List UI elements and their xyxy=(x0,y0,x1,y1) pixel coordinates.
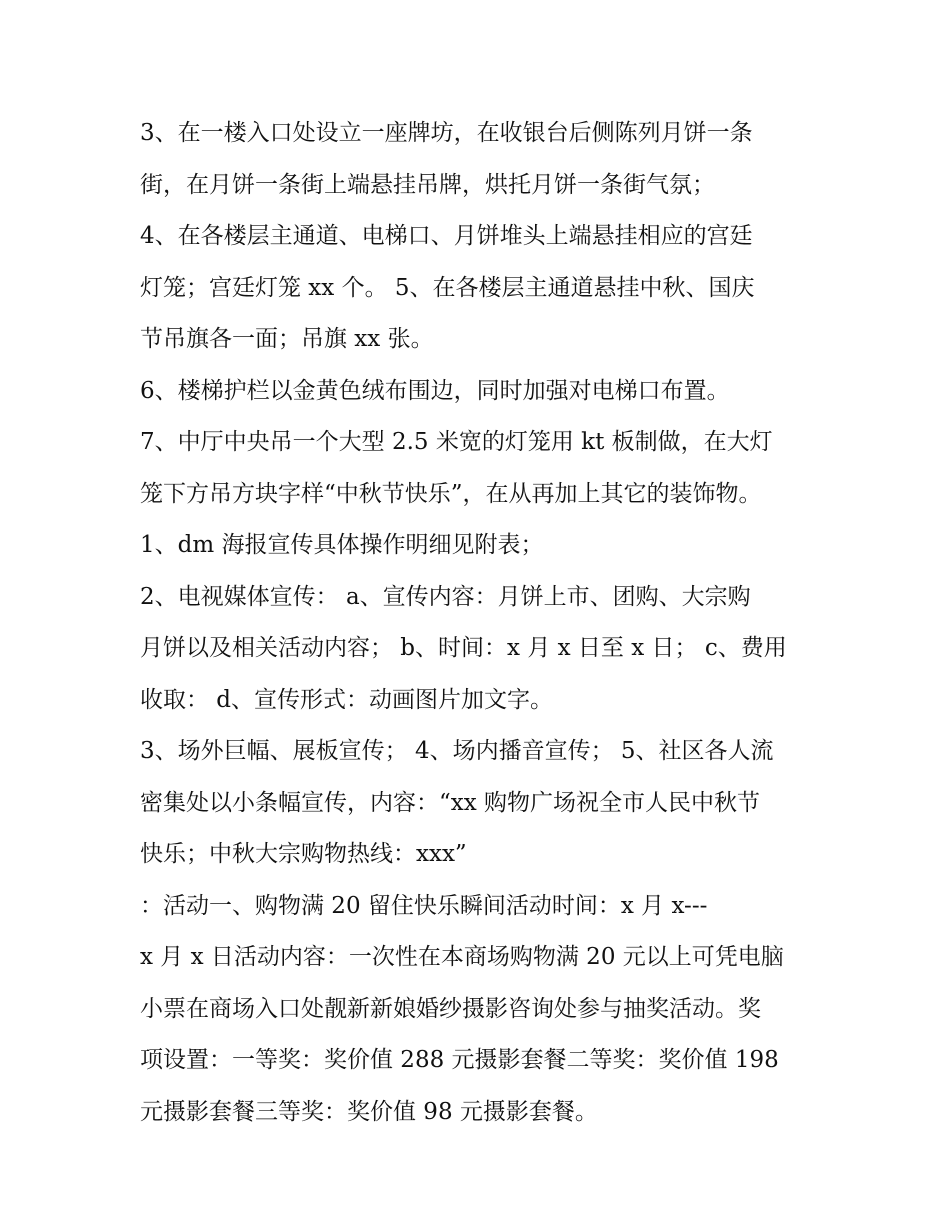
text-line-5: 节吊旗各一面；吊旗 xx 张。 xyxy=(140,326,434,352)
text-line-8: 笼下方吊方块字样“中秋节快乐”，在从再加上其它的装饰物。 xyxy=(140,480,762,507)
document-body xyxy=(140,108,820,1138)
text-line-4: 灯笼；宫廷灯笼 xx 个。 5、在各楼层主通道悬挂中秋、国庆 xyxy=(140,274,755,301)
text-line-6: 6、楼梯护栏以金黄色绒布围边，同时加强对电梯口布置。 xyxy=(140,377,730,404)
text-line-19: 项设置：一等奖：奖价值 288 元摄影套餐二等奖：奖价值 198 xyxy=(140,1047,779,1073)
text-line-13: 3、场外巨幅、展板宣传； 4、场内播音宣传； 5、社区各人流 xyxy=(140,738,774,764)
text-line-9: 1、dm 海报宣传具体操作明细见附表； xyxy=(140,532,544,558)
text-line-14: 密集处以小条幅宣传，内容：“xx 购物广场祝全市人民中秋节 xyxy=(140,789,761,816)
text-line-18: 小票在商场入口处靓新新娘婚纱摄影咨询处参与抽奖活动。奖 xyxy=(140,995,761,1022)
text-line-12: 收取： d、宣传形式：动画图片加文字。 xyxy=(140,686,554,713)
text-line-11: 月饼以及相关活动内容； b、时间：x 月 x 日至 x 日； c、费用 xyxy=(140,635,787,661)
text-line-1: 3、在一楼入口处设立一座牌坊，在收银台后侧陈列月饼一条 xyxy=(140,120,753,146)
text-line-2: 街，在月饼一条街上端悬挂吊牌，烘托月饼一条街气氛； xyxy=(140,171,715,198)
text-line-16: ：活动一、购物满 20 留住快乐瞬间活动时间：x 月 x--- xyxy=(140,892,708,919)
text-line-3: 4、在各楼层主通道、电梯口、月饼堆头上端悬挂相应的宫廷 xyxy=(140,223,753,249)
text-line-15: 快乐；中秋大宗购物热线：xxx” xyxy=(140,841,467,867)
text-line-17: x 月 x 日活动内容：一次性在本商场购物满 20 元以上可凭电脑 xyxy=(140,944,784,970)
text-line-20: 元摄影套餐三等奖：奖价值 98 元摄影套餐。 xyxy=(140,1098,598,1125)
text-line-10: 2、电视媒体宣传： a、宣传内容：月饼上市、团购、大宗购 xyxy=(140,583,751,610)
text-line-7: 7、中厅中央吊一个大型 2.5 米宽的灯笼用 kt 板制做，在大灯 xyxy=(140,429,773,455)
